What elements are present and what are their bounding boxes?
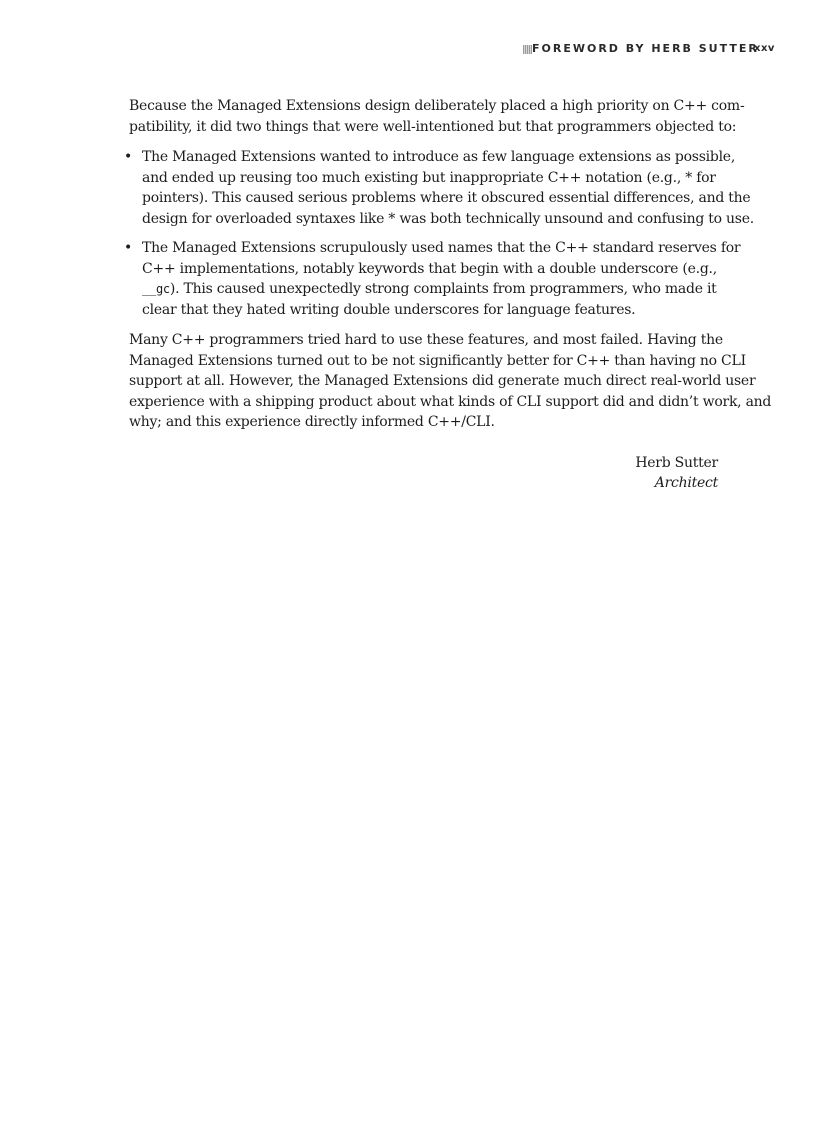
bullet-icon: • <box>124 149 133 165</box>
text-line: design for overloaded syntaxes like * was both technically unsound and confusing to use. <box>142 210 754 227</box>
signature-name: Herb Sutter <box>635 454 718 471</box>
text-line: clear that they hated writing double underscores for language features. <box>142 301 636 318</box>
signature-role: Architect <box>654 475 718 491</box>
page-number: xxv <box>754 43 775 54</box>
header-title: FOREWORD BY HERB SUTTER <box>532 42 759 55</box>
running-header <box>0 42 816 58</box>
text-line: pointers). This caused serious problems where it obscured essential differences, and the <box>142 190 751 206</box>
text-line: patibility, it did two things that were well-intentioned but that programmers objected to: <box>129 118 737 135</box>
text-segment: ). This caused unexpectedly strong complaints from programmers, who made it <box>169 281 717 297</box>
header-marker-icon <box>523 45 532 54</box>
intro-paragraph <box>100 96 745 137</box>
bullet-item-reserved-names <box>100 238 741 320</box>
text-line: Many C++ programmers tried hard to use these features, and most failed. Having the <box>129 332 723 348</box>
page-body <box>100 96 772 494</box>
text-line: and ended up reusing too much existing but inappropriate C++ notation (e.g., * for <box>142 169 716 186</box>
signature <box>100 453 718 494</box>
text-line: Because the Managed Extensions design deliberately placed a high priority on C++ com- <box>129 98 745 114</box>
bullet-item-notation <box>100 147 754 229</box>
bullet-icon: • <box>124 240 133 256</box>
text-line: The Managed Extensions scrupulously used names that the C++ standard reserves for <box>142 240 741 256</box>
text-line: support at all. However, the Managed Extensions did generate much direct real-world user <box>129 373 756 389</box>
bullet-list <box>100 147 754 320</box>
text-line: why; and this experience directly informed C++/CLI. <box>129 414 495 430</box>
text-line <box>142 279 718 300</box>
text-line: C++ implementations, notably keywords that begin with a double underscore (e.g., <box>142 260 717 277</box>
code-keyword: __gc <box>142 282 170 296</box>
closing-paragraph <box>100 330 772 433</box>
text-line: Managed Extensions turned out to be not significantly better for C++ than having no CLI <box>129 352 746 369</box>
text-line: The Managed Extensions wanted to introduce as few language extensions as possible, <box>142 149 736 165</box>
text-line: experience with a shipping product about what kinds of CLI support did and didn’t work, and <box>129 393 772 410</box>
